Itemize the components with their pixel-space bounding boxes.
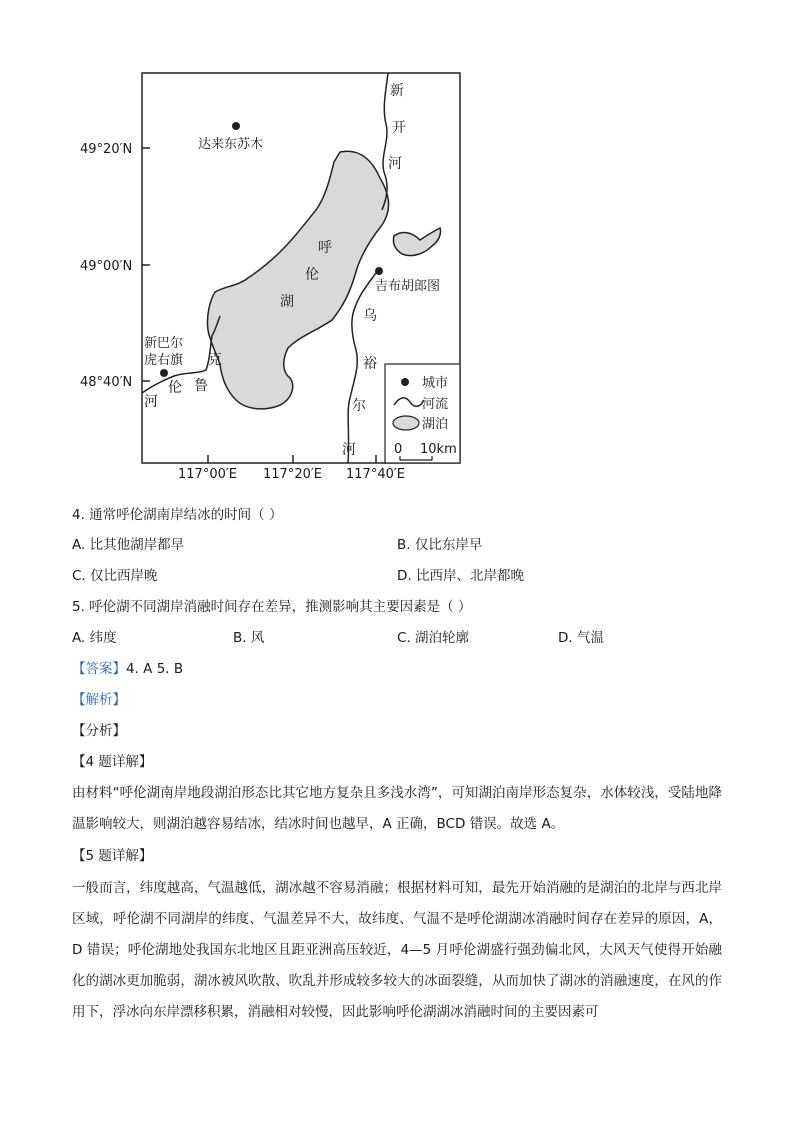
analysis-tag: 【解析】: [72, 692, 126, 708]
q4-option-c: C. 仅比西岸晚: [72, 568, 158, 584]
river-char: 克: [208, 352, 222, 368]
city-dot: [232, 122, 240, 130]
hulun-lake-map: [60, 60, 480, 480]
scale-distance: 10km: [420, 442, 457, 457]
q4-option-a: A. 比其他湖岸都早: [72, 537, 185, 553]
q5-option-d: D. 气温: [558, 630, 604, 646]
q5-option-c: C. 湖泊轮廓: [397, 630, 470, 646]
q5-option-a: A. 纬度: [72, 630, 117, 646]
legend-river-label: 河流: [422, 397, 449, 412]
lat-label: 49°00′N: [80, 259, 133, 274]
q4-option-b: B. 仅比东岸早: [397, 537, 483, 553]
legend-lake-label: 湖泊: [422, 417, 449, 432]
river-char: 鲁: [194, 378, 208, 394]
q4-stem: 4. 通常呼伦湖南岸结冰的时间（ ）: [72, 507, 283, 523]
city-label: 虎右旗: [144, 353, 184, 368]
river-char: 开: [392, 120, 406, 136]
answer-tag: 【答案】: [72, 661, 126, 677]
legend-city-label: 城市: [422, 376, 449, 391]
q5-stem: 5. 呼伦湖不同湖岸消融时间存在差异，推测影响其主要因素是（ ）: [72, 599, 472, 615]
lat-label: 49°20′N: [80, 142, 133, 157]
detail4-tag: 【4 题详解】: [72, 754, 153, 770]
river-char: 河: [342, 442, 356, 458]
city-label: 新巴尔: [144, 336, 184, 351]
lake-char: 湖: [280, 294, 294, 310]
detail5-text: 一般而言，纬度越高，气温越低，湖冰越不容易消融；根据材料可知，最先开始消融的是湖泊的北岸与西北岸区域，呼伦湖不同湖岸的纬度、气温差异不大，故纬度、气温不是呼伦湖湖冰消融时间存在差异的原因，A，D 错误；呼伦湖地处我国东北地区且距亚洲高压较近，4—5 月呼伦湖盛行强劲偏北风，大风天气使得开始融化的湖冰更加脆弱，湖冰被风吹散、吹乱并形成较多较大的冰面裂缝，从而加快了湖冰的消融速度，在风的作用下，浮冰向东岸漂移积累，消融相对较慢，因此影响呼伦湖湖冰消融时间的主要因素可: [72, 880, 722, 1020]
river-char: 河: [144, 394, 158, 410]
q5-option-b: B. 风: [233, 630, 265, 646]
legend-lake-icon: [393, 416, 419, 430]
answer-text: 4. A 5. B: [126, 661, 184, 677]
legend-city-icon: [401, 378, 409, 386]
map-svg: [60, 60, 480, 480]
lake-char: 呼: [318, 240, 332, 256]
q4-option-d: D. 比西岸、北岸都晚: [397, 568, 524, 584]
scale-zero: 0: [394, 442, 403, 457]
city-dot: [375, 267, 383, 275]
lat-label: 48°40′N: [80, 375, 133, 390]
lake-char: 伦: [305, 267, 319, 283]
lon-label: 117°40′E: [346, 467, 406, 480]
river-char: 伦: [168, 380, 182, 396]
city-dot: [160, 369, 168, 377]
river-char: 河: [388, 156, 402, 172]
city-label: 达来东苏木: [198, 137, 264, 152]
river-char: 裕: [363, 356, 377, 372]
answer-line: [72, 659, 183, 679]
detail4-text: 由材料“呼伦湖南岸地段湖泊形态比其它地方复杂且多浅水湾”，可知湖泊南岸形态复杂，水体较浅，受陆地降温影响较大，则湖泊越容易结冰，结冰时间也越早，A 正确，BCD 错误。故选 A。: [72, 785, 722, 832]
river-char: 尔: [352, 398, 366, 414]
river-char: 乌: [363, 308, 377, 324]
lon-label: 117°00′E: [178, 467, 238, 480]
detail5-tag: 【5 题详解】: [72, 848, 153, 864]
city-label: 吉布胡郎图: [375, 279, 441, 294]
lon-label: 117°20′E: [263, 467, 323, 480]
river-char: 新: [390, 83, 404, 99]
fenxi-tag: 【分析】: [72, 723, 126, 739]
